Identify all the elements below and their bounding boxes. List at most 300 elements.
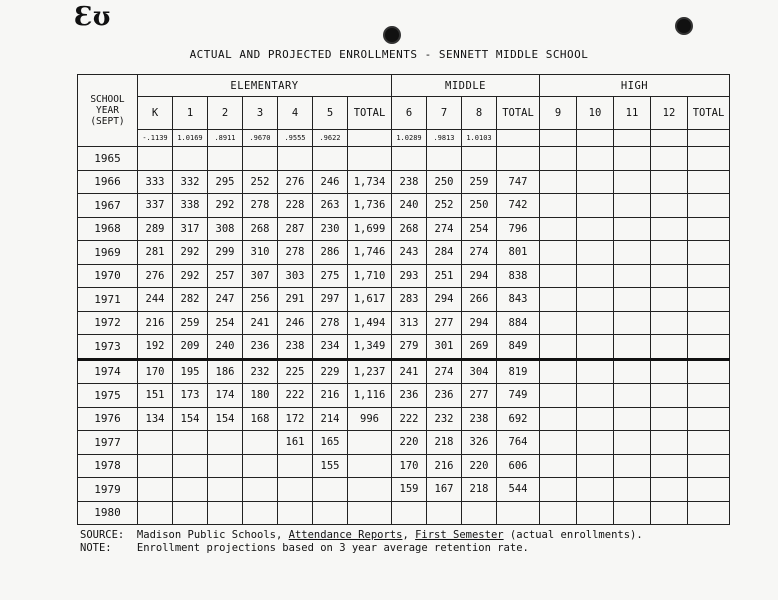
enrollment-cell xyxy=(208,431,243,455)
enrollment-cell: 238 xyxy=(462,407,497,431)
year-cell: 1970 xyxy=(78,264,138,288)
enrollment-cell xyxy=(577,170,614,194)
enrollment-cell: 216 xyxy=(138,311,173,335)
enrollment-cell xyxy=(540,478,577,502)
enrollment-cell xyxy=(313,501,348,525)
page-title: ACTUAL AND PROJECTED ENROLLMENTS - SENNETT MIDDLE SCHOOL xyxy=(189,48,589,61)
enrollment-cell: 165 xyxy=(313,431,348,455)
enrollment-cell: 268 xyxy=(243,217,278,241)
enrollment-cell: 254 xyxy=(208,311,243,335)
enrollment-cell xyxy=(688,311,730,335)
enrollment-cell: 241 xyxy=(392,359,427,384)
enrollment-cell: 218 xyxy=(462,478,497,502)
table-row xyxy=(78,241,730,265)
enrollment-cell xyxy=(577,335,614,360)
column-header: 7 xyxy=(427,97,462,130)
retention-rate: .9813 xyxy=(427,130,462,147)
enrollment-cell: 283 xyxy=(392,288,427,312)
enrollment-cell xyxy=(540,147,577,171)
enrollment-cell xyxy=(243,501,278,525)
column-header: 4 xyxy=(278,97,313,130)
enrollment-cell: 291 xyxy=(278,288,313,312)
enrollment-cell xyxy=(688,384,730,408)
enrollment-cell: 222 xyxy=(392,407,427,431)
enrollment-cell xyxy=(348,147,392,171)
enrollment-cell xyxy=(614,170,651,194)
enrollment-cell: 289 xyxy=(138,217,173,241)
enrollment-cell: 338 xyxy=(173,194,208,218)
enrollment-cell xyxy=(208,147,243,171)
enrollment-cell: 294 xyxy=(462,264,497,288)
column-header: 5 xyxy=(313,97,348,130)
enrollment-cell xyxy=(577,241,614,265)
enrollment-cell: 263 xyxy=(313,194,348,218)
school-year-header: SCHOOL YEAR (SEPT) xyxy=(78,75,138,147)
year-cell: 1979 xyxy=(78,478,138,502)
enrollment-cell: 259 xyxy=(173,311,208,335)
enrollment-cell: 843 xyxy=(497,288,540,312)
enrollment-cell: 192 xyxy=(138,335,173,360)
enrollment-cell xyxy=(688,431,730,455)
enrollment-cell xyxy=(173,478,208,502)
enrollment-cell: 274 xyxy=(427,217,462,241)
enrollment-cell xyxy=(577,311,614,335)
enrollment-cell xyxy=(540,431,577,455)
enrollment-cell: 274 xyxy=(462,241,497,265)
enrollment-cell xyxy=(651,170,688,194)
enrollment-cell: 281 xyxy=(138,241,173,265)
enrollment-cell: 234 xyxy=(313,335,348,360)
enrollment-cell xyxy=(651,288,688,312)
handwritten-mark: Ɛʊ xyxy=(74,2,111,32)
enrollment-cell: 606 xyxy=(497,454,540,478)
enrollment-cell xyxy=(614,194,651,218)
enrollment-table xyxy=(77,74,730,525)
enrollment-cell: 1,237 xyxy=(348,359,392,384)
enrollment-cell: 301 xyxy=(427,335,462,360)
enrollment-cell xyxy=(651,384,688,408)
enrollment-cell: 308 xyxy=(208,217,243,241)
enrollment-cell xyxy=(614,478,651,502)
enrollment-cell: 749 xyxy=(497,384,540,408)
enrollment-cell: 214 xyxy=(313,407,348,431)
enrollment-cell xyxy=(577,431,614,455)
enrollment-cell: 1,746 xyxy=(348,241,392,265)
group-middle: MIDDLE xyxy=(392,75,540,97)
enrollment-cell xyxy=(577,264,614,288)
enrollment-cell: 307 xyxy=(243,264,278,288)
enrollment-cell xyxy=(688,501,730,525)
table-row xyxy=(78,264,730,288)
group-high: HIGH xyxy=(540,75,730,97)
enrollment-cell: 284 xyxy=(427,241,462,265)
enrollment-cell: 304 xyxy=(462,359,497,384)
year-cell: 1975 xyxy=(78,384,138,408)
enrollment-cell xyxy=(688,241,730,265)
enrollment-cell: 240 xyxy=(208,335,243,360)
enrollment-cell xyxy=(278,454,313,478)
column-header: TOTAL xyxy=(497,97,540,130)
enrollment-cell: 246 xyxy=(278,311,313,335)
year-cell: 1976 xyxy=(78,407,138,431)
enrollment-cell xyxy=(688,478,730,502)
enrollment-cell: 172 xyxy=(278,407,313,431)
enrollment-cell xyxy=(427,147,462,171)
enrollment-cell: 1,349 xyxy=(348,335,392,360)
enrollment-cell: 819 xyxy=(497,359,540,384)
enrollment-cell: 236 xyxy=(243,335,278,360)
retention-rate: .9670 xyxy=(243,130,278,147)
enrollment-cell: 228 xyxy=(278,194,313,218)
retention-rate xyxy=(688,130,730,147)
table-row xyxy=(78,431,730,455)
enrollment-cell xyxy=(688,147,730,171)
enrollment-cell xyxy=(688,194,730,218)
enrollment-cell xyxy=(688,407,730,431)
year-cell: 1978 xyxy=(78,454,138,478)
enrollment-cell: 278 xyxy=(278,241,313,265)
column-header: 2 xyxy=(208,97,243,130)
enrollment-cell xyxy=(651,194,688,218)
enrollment-cell xyxy=(138,431,173,455)
retention-rate: 1.0169 xyxy=(173,130,208,147)
enrollment-cell xyxy=(614,288,651,312)
enrollment-cell xyxy=(208,501,243,525)
enrollment-cell: 544 xyxy=(497,478,540,502)
enrollment-cell: 254 xyxy=(462,217,497,241)
enrollment-cell: 170 xyxy=(138,359,173,384)
enrollment-cell: 884 xyxy=(497,311,540,335)
enrollment-cell: 247 xyxy=(208,288,243,312)
enrollment-cell xyxy=(348,478,392,502)
enrollment-cell: 266 xyxy=(462,288,497,312)
enrollment-cell: 240 xyxy=(392,194,427,218)
enrollment-cell: 838 xyxy=(497,264,540,288)
enrollment-cell xyxy=(577,147,614,171)
enrollment-cell: 186 xyxy=(208,359,243,384)
enrollment-cell xyxy=(540,407,577,431)
enrollment-cell: 293 xyxy=(392,264,427,288)
enrollment-cell xyxy=(540,359,577,384)
column-header: TOTAL xyxy=(688,97,730,130)
enrollment-cell: 764 xyxy=(497,431,540,455)
retention-rate xyxy=(614,130,651,147)
enrollment-cell xyxy=(392,147,427,171)
enrollment-cell xyxy=(278,147,313,171)
enrollment-cell xyxy=(540,241,577,265)
enrollment-cell: 275 xyxy=(313,264,348,288)
year-cell: 1980 xyxy=(78,501,138,525)
enrollment-cell: 209 xyxy=(173,335,208,360)
table-row xyxy=(78,359,730,384)
enrollment-cell xyxy=(540,264,577,288)
footer-note: NOTE: Enrollment projections based on 3 year average retention rate. xyxy=(80,542,529,554)
enrollment-cell xyxy=(138,478,173,502)
enrollment-cell xyxy=(614,384,651,408)
enrollment-cell xyxy=(577,454,614,478)
year-cell: 1966 xyxy=(78,170,138,194)
enrollment-cell xyxy=(614,311,651,335)
enrollment-cell: 332 xyxy=(173,170,208,194)
enrollment-cell xyxy=(651,335,688,360)
enrollment-cell: 310 xyxy=(243,241,278,265)
enrollment-cell: 173 xyxy=(173,384,208,408)
table-row xyxy=(78,407,730,431)
enrollment-cell: 238 xyxy=(392,170,427,194)
enrollment-cell: 317 xyxy=(173,217,208,241)
column-header: 10 xyxy=(577,97,614,130)
retention-rate xyxy=(577,130,614,147)
enrollment-cell: 170 xyxy=(392,454,427,478)
enrollment-cell xyxy=(614,335,651,360)
enrollment-cell xyxy=(614,264,651,288)
enrollment-cell xyxy=(688,288,730,312)
enrollment-cell xyxy=(173,147,208,171)
enrollment-cell: 279 xyxy=(392,335,427,360)
enrollment-cell: 1,736 xyxy=(348,194,392,218)
year-cell: 1968 xyxy=(78,217,138,241)
enrollment-cell xyxy=(348,501,392,525)
enrollment-cell xyxy=(348,431,392,455)
enrollment-cell xyxy=(348,454,392,478)
enrollment-cell: 292 xyxy=(173,264,208,288)
enrollment-cell xyxy=(138,501,173,525)
enrollment-cell xyxy=(540,384,577,408)
enrollment-cell: 1,734 xyxy=(348,170,392,194)
enrollment-cell: 292 xyxy=(173,241,208,265)
table-row xyxy=(78,478,730,502)
enrollment-cell: 225 xyxy=(278,359,313,384)
enrollment-cell: 277 xyxy=(427,311,462,335)
table-row xyxy=(78,384,730,408)
enrollment-cell: 286 xyxy=(313,241,348,265)
enrollment-cell xyxy=(651,501,688,525)
retention-rate xyxy=(497,130,540,147)
retention-rate: 1.0289 xyxy=(392,130,427,147)
enrollment-cell: 167 xyxy=(427,478,462,502)
year-cell: 1974 xyxy=(78,359,138,384)
enrollment-cell xyxy=(577,407,614,431)
enrollment-cell: 161 xyxy=(278,431,313,455)
enrollment-cell: 282 xyxy=(173,288,208,312)
column-header: 8 xyxy=(462,97,497,130)
enrollment-cell: 241 xyxy=(243,311,278,335)
table-row xyxy=(78,335,730,360)
enrollment-cell: 244 xyxy=(138,288,173,312)
enrollment-cell xyxy=(313,478,348,502)
enrollment-cell: 1,699 xyxy=(348,217,392,241)
enrollment-cell xyxy=(173,501,208,525)
table-row xyxy=(78,194,730,218)
enrollment-cell xyxy=(243,431,278,455)
enrollment-cell xyxy=(614,407,651,431)
enrollment-cell: 299 xyxy=(208,241,243,265)
enrollment-cell xyxy=(614,359,651,384)
enrollment-cell: 294 xyxy=(462,311,497,335)
enrollment-cell xyxy=(243,147,278,171)
enrollment-cell xyxy=(577,384,614,408)
enrollment-cell: 313 xyxy=(392,311,427,335)
column-header: 1 xyxy=(173,97,208,130)
table-row xyxy=(78,147,730,171)
enrollment-cell xyxy=(138,147,173,171)
enrollment-cell xyxy=(688,335,730,360)
enrollment-cell: 303 xyxy=(278,264,313,288)
enrollment-cell: 180 xyxy=(243,384,278,408)
enrollment-cell: 337 xyxy=(138,194,173,218)
enrollment-cell xyxy=(651,478,688,502)
enrollment-cell: 996 xyxy=(348,407,392,431)
retention-rate: .9555 xyxy=(278,130,313,147)
enrollment-cell: 230 xyxy=(313,217,348,241)
enrollment-cell: 238 xyxy=(278,335,313,360)
enrollment-cell: 168 xyxy=(243,407,278,431)
enrollment-cell xyxy=(651,359,688,384)
enrollment-cell: 274 xyxy=(427,359,462,384)
enrollment-cell: 154 xyxy=(173,407,208,431)
column-header: 6 xyxy=(392,97,427,130)
enrollment-cell xyxy=(540,454,577,478)
enrollment-cell xyxy=(651,407,688,431)
punch-hole-right xyxy=(675,17,693,35)
year-cell: 1972 xyxy=(78,311,138,335)
enrollment-cell: 220 xyxy=(462,454,497,478)
enrollment-cell xyxy=(313,147,348,171)
enrollment-cell: 243 xyxy=(392,241,427,265)
enrollment-cell xyxy=(208,454,243,478)
retention-rate: .9622 xyxy=(313,130,348,147)
enrollment-cell xyxy=(688,217,730,241)
enrollment-cell: 278 xyxy=(243,194,278,218)
enrollment-cell xyxy=(173,454,208,478)
enrollment-cell xyxy=(651,217,688,241)
column-header: K xyxy=(138,97,173,130)
enrollment-cell: 277 xyxy=(462,384,497,408)
enrollment-cell: 232 xyxy=(243,359,278,384)
enrollment-cell: 155 xyxy=(313,454,348,478)
column-header: TOTAL xyxy=(348,97,392,130)
retention-rate xyxy=(540,130,577,147)
enrollment-cell: 250 xyxy=(427,170,462,194)
enrollment-cell xyxy=(540,311,577,335)
enrollment-cell: 195 xyxy=(173,359,208,384)
enrollment-cell: 246 xyxy=(313,170,348,194)
enrollment-cell xyxy=(208,478,243,502)
footer-source: SOURCE: Madison Public Schools, Attendance Reports, First Semester (actual enrollments). xyxy=(80,529,643,541)
enrollment-cell: 1,617 xyxy=(348,288,392,312)
enrollment-cell: 216 xyxy=(427,454,462,478)
enrollment-cell xyxy=(462,501,497,525)
enrollment-cell: 256 xyxy=(243,288,278,312)
enrollment-cell xyxy=(243,454,278,478)
enrollment-cell xyxy=(614,501,651,525)
enrollment-cell xyxy=(651,147,688,171)
enrollment-cell: 252 xyxy=(243,170,278,194)
enrollment-cell: 801 xyxy=(497,241,540,265)
enrollment-cell xyxy=(462,147,497,171)
enrollment-cell: 278 xyxy=(313,311,348,335)
enrollment-cell xyxy=(577,478,614,502)
group-elementary: ELEMENTARY xyxy=(138,75,392,97)
enrollment-cell: 294 xyxy=(427,288,462,312)
retention-rate: -.1139 xyxy=(138,130,173,147)
column-header: 3 xyxy=(243,97,278,130)
punch-hole-top xyxy=(383,26,401,44)
enrollment-cell: 251 xyxy=(427,264,462,288)
enrollment-cell xyxy=(614,217,651,241)
enrollment-cell: 154 xyxy=(208,407,243,431)
retention-rate xyxy=(651,130,688,147)
enrollment-cell xyxy=(614,454,651,478)
enrollment-cell xyxy=(688,454,730,478)
enrollment-cell: 151 xyxy=(138,384,173,408)
enrollment-cell xyxy=(540,288,577,312)
enrollment-cell: 276 xyxy=(138,264,173,288)
retention-rate xyxy=(348,130,392,147)
enrollment-cell xyxy=(614,431,651,455)
enrollment-cell: 134 xyxy=(138,407,173,431)
enrollment-cell: 292 xyxy=(208,194,243,218)
enrollment-cell: 174 xyxy=(208,384,243,408)
enrollment-cell xyxy=(497,501,540,525)
enrollment-cell xyxy=(540,501,577,525)
enrollment-cell xyxy=(577,359,614,384)
enrollment-cell xyxy=(651,311,688,335)
enrollment-cell: 333 xyxy=(138,170,173,194)
enrollment-cell: 326 xyxy=(462,431,497,455)
enrollment-cell: 220 xyxy=(392,431,427,455)
table-row xyxy=(78,311,730,335)
enrollment-cell xyxy=(540,170,577,194)
enrollment-cell: 1,116 xyxy=(348,384,392,408)
enrollment-cell: 295 xyxy=(208,170,243,194)
enrollment-cell: 159 xyxy=(392,478,427,502)
enrollment-cell xyxy=(540,217,577,241)
enrollment-cell xyxy=(577,288,614,312)
enrollment-cell: 747 xyxy=(497,170,540,194)
enrollment-cell xyxy=(614,147,651,171)
column-header: 11 xyxy=(614,97,651,130)
column-header: 12 xyxy=(651,97,688,130)
year-cell: 1965 xyxy=(78,147,138,171)
enrollment-cell: 236 xyxy=(427,384,462,408)
enrollment-cell xyxy=(688,359,730,384)
enrollment-cell xyxy=(497,147,540,171)
enrollment-cell: 287 xyxy=(278,217,313,241)
enrollment-cell: 229 xyxy=(313,359,348,384)
enrollment-cell: 252 xyxy=(427,194,462,218)
enrollment-cell xyxy=(614,241,651,265)
enrollment-cell xyxy=(392,501,427,525)
enrollment-cell: 692 xyxy=(497,407,540,431)
retention-rate: .8911 xyxy=(208,130,243,147)
enrollment-cell xyxy=(427,501,462,525)
enrollment-cell: 236 xyxy=(392,384,427,408)
table-row xyxy=(78,288,730,312)
table-row xyxy=(78,501,730,525)
enrollment-cell: 222 xyxy=(278,384,313,408)
enrollment-cell xyxy=(688,170,730,194)
year-cell: 1977 xyxy=(78,431,138,455)
table-row xyxy=(78,217,730,241)
enrollment-cell xyxy=(138,454,173,478)
year-cell: 1967 xyxy=(78,194,138,218)
enrollment-cell xyxy=(651,264,688,288)
enrollment-cell: 218 xyxy=(427,431,462,455)
year-cell: 1969 xyxy=(78,241,138,265)
enrollment-cell: 1,494 xyxy=(348,311,392,335)
enrollment-cell xyxy=(540,194,577,218)
